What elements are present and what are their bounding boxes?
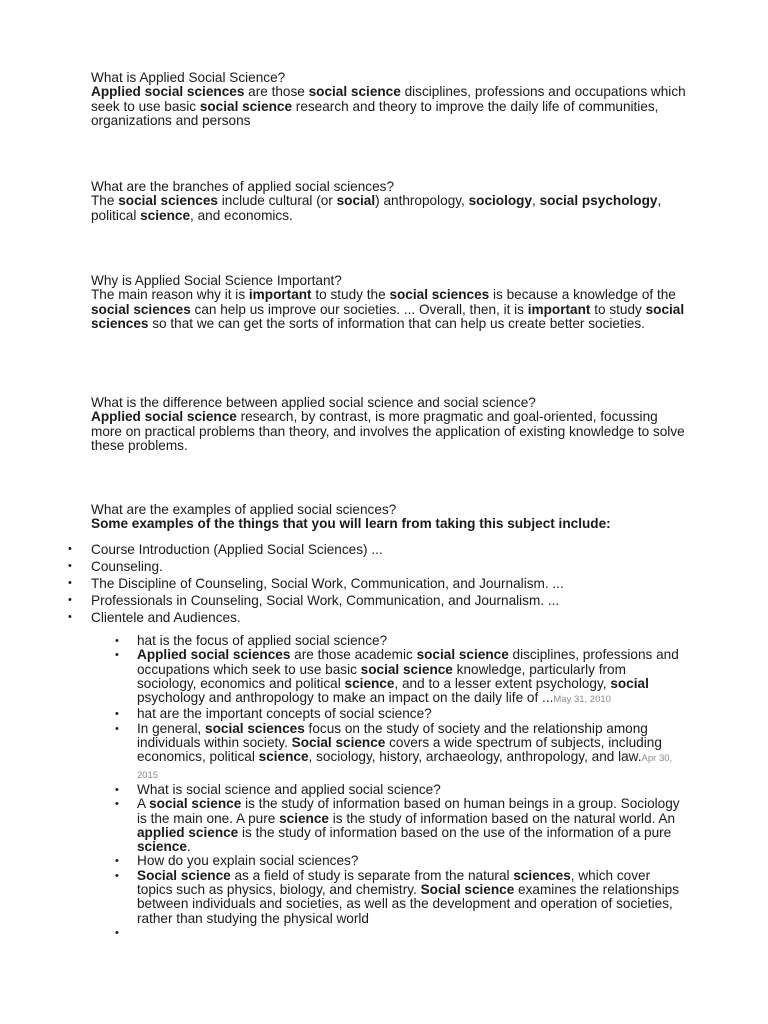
section-answer — [91, 288, 691, 331]
bold-term: sociology — [468, 193, 533, 209]
text-run: , and economics. — [190, 207, 293, 223]
bold-term: science — [137, 839, 187, 855]
bold-term: important — [527, 301, 591, 317]
text-run: examines the relationships between individuals and societies, as well as the development and operation of societies, rather than studying the physical world — [137, 882, 680, 926]
bold-term: social science — [360, 661, 453, 677]
text-run: , political — [91, 193, 662, 223]
bold-term: social psychology — [539, 193, 658, 209]
text-run: . — [186, 839, 191, 855]
bold-term: social sciences — [205, 720, 305, 736]
list-item: • Counseling. — [68, 558, 728, 575]
text-run: In general, — [137, 720, 206, 736]
text-run: , and to a lesser extent psychology, — [394, 675, 611, 691]
text-run: as a field of study is separate from the natural — [230, 867, 514, 883]
bold-term: social science — [149, 796, 242, 812]
list-item — [115, 634, 685, 648]
text-run: knowledge, particularly from sociology, economics and political — [137, 661, 626, 691]
bold-term: important — [248, 287, 312, 303]
bold-term: Applied social sciences — [91, 84, 245, 100]
text-run: so that we can get the sorts of information that can help us create better societies. — [148, 316, 645, 332]
bold-term: social — [610, 675, 649, 691]
text-run: is the study of information based on the natural world. An — [328, 810, 676, 826]
list-item — [115, 783, 685, 797]
bold-term: science — [258, 749, 309, 765]
text-run: A — [137, 796, 150, 812]
text-run: include cultural (or — [217, 193, 337, 209]
bold-term: social sciences — [91, 301, 191, 317]
section-answer — [91, 85, 691, 128]
bold-term: social science — [416, 647, 509, 663]
list-item — [115, 869, 685, 926]
section-answer — [91, 517, 691, 531]
text-run: are those academic — [290, 647, 417, 663]
text-run: disciplines, professions and occupations which seek to use basic — [137, 647, 679, 677]
text-run: is because a knowledge of the — [489, 287, 676, 303]
bold-term: applied science — [137, 824, 239, 840]
text-run: psychology and anthropology to make an impact on the daily life of ... — [137, 690, 554, 706]
bold-term: sciences — [513, 867, 571, 883]
section-question: Why is Applied Social Science Important? — [91, 273, 342, 288]
text-run: are those — [244, 84, 309, 100]
faq-list — [115, 634, 685, 940]
bold-term: Social science — [420, 882, 515, 898]
bold-term: social sciences — [118, 193, 218, 209]
bold-term: Social science — [291, 735, 386, 751]
text-run: What is social science and applied social science? — [137, 781, 441, 797]
text-run: research, by contrast, is more pragmatic and goal-oriented, focussing more on practical problems than theory, and involves the application of existing knowledge to solve these problems. — [91, 409, 685, 454]
text-run: , — [532, 193, 540, 209]
list-item: • Clientele and Audiences. — [68, 609, 728, 626]
list-item — [115, 648, 685, 707]
list-item: • Professionals in Counseling, Social Work, Communication, and Journalism. ... — [68, 592, 728, 609]
list-item: • The Discipline of Counseling, Social Work, Communication, and Journalism. ... — [68, 575, 728, 592]
text-run: ) anthropology, — [375, 193, 469, 209]
bold-term: Applied social science — [91, 409, 237, 425]
section-answer — [91, 410, 691, 453]
text-run: can help us improve our societies. ... Overall, then, it is — [190, 301, 528, 317]
bold-term: social — [336, 193, 376, 209]
bold-term: social science — [199, 98, 293, 114]
section-difference — [91, 396, 691, 454]
topics-list — [68, 541, 728, 626]
text-run: research and theory to improve the daily life of communities, organizations and persons — [91, 98, 659, 129]
text-run: is the study of information based on human beings in a group. Sociology is the main one. A pure — [137, 796, 680, 826]
list-item — [115, 707, 685, 721]
section-question: What is Applied Social Science? — [91, 70, 286, 85]
text-run: hat are the important concepts of social science? — [137, 706, 432, 722]
section-question: What are the examples of applied social sciences? — [91, 502, 397, 517]
text-run: hat is the focus of applied social science? — [137, 633, 388, 648]
text-run: to study the — [311, 287, 390, 303]
section-answer — [91, 194, 691, 223]
section-what-is — [91, 71, 691, 129]
text-run: disciplines, professions and occupations which seek to use basic — [91, 84, 686, 114]
bold-term: Applied social sciences — [137, 647, 291, 663]
section-question: What is the difference between applied social science and social science? — [91, 395, 536, 410]
bold-term: science — [140, 207, 191, 223]
list-item — [115, 797, 685, 854]
section-question: What are the branches of applied social sciences? — [91, 179, 395, 194]
section-importance — [91, 274, 691, 332]
bold-term: science — [344, 675, 395, 691]
bold-term: social science — [308, 84, 401, 100]
bold-term: Some examples of the things that you will learn from taking this subject include: — [91, 516, 611, 532]
text-run: The — [91, 193, 119, 209]
text-run: focus on the study of society and the relationship among individuals within society. — [137, 720, 648, 751]
list-item — [115, 854, 685, 868]
section-branches — [91, 180, 691, 223]
bold-term: Social science — [137, 867, 231, 883]
text-run: , sociology, history, archaeology, anthropology, and law. — [308, 749, 642, 765]
text-run: covers a wide spectrum of subjects, including economics, political — [137, 735, 662, 765]
text-run: How do you explain social sciences? — [137, 853, 359, 869]
date-stamp: May 31, 2010 — [553, 694, 611, 706]
bold-term: science — [279, 810, 329, 826]
bold-term: social sciences — [389, 287, 490, 303]
date-stamp: Apr 30, 2015 — [137, 753, 673, 781]
list-item: • Course Introduction (Applied Social Sciences) ... — [68, 541, 728, 558]
text-run: The main reason why it is — [91, 287, 249, 303]
section-examples — [91, 503, 691, 532]
list-item-empty — [115, 926, 685, 940]
text-run: , which cover topics such as physics, biology, and chemistry. — [137, 867, 651, 898]
list-item — [115, 722, 685, 783]
bold-term: social sciences — [91, 301, 685, 332]
text-run: is the study of information based on the use of the information of a pure — [238, 824, 672, 840]
text-run: to study — [590, 301, 646, 317]
